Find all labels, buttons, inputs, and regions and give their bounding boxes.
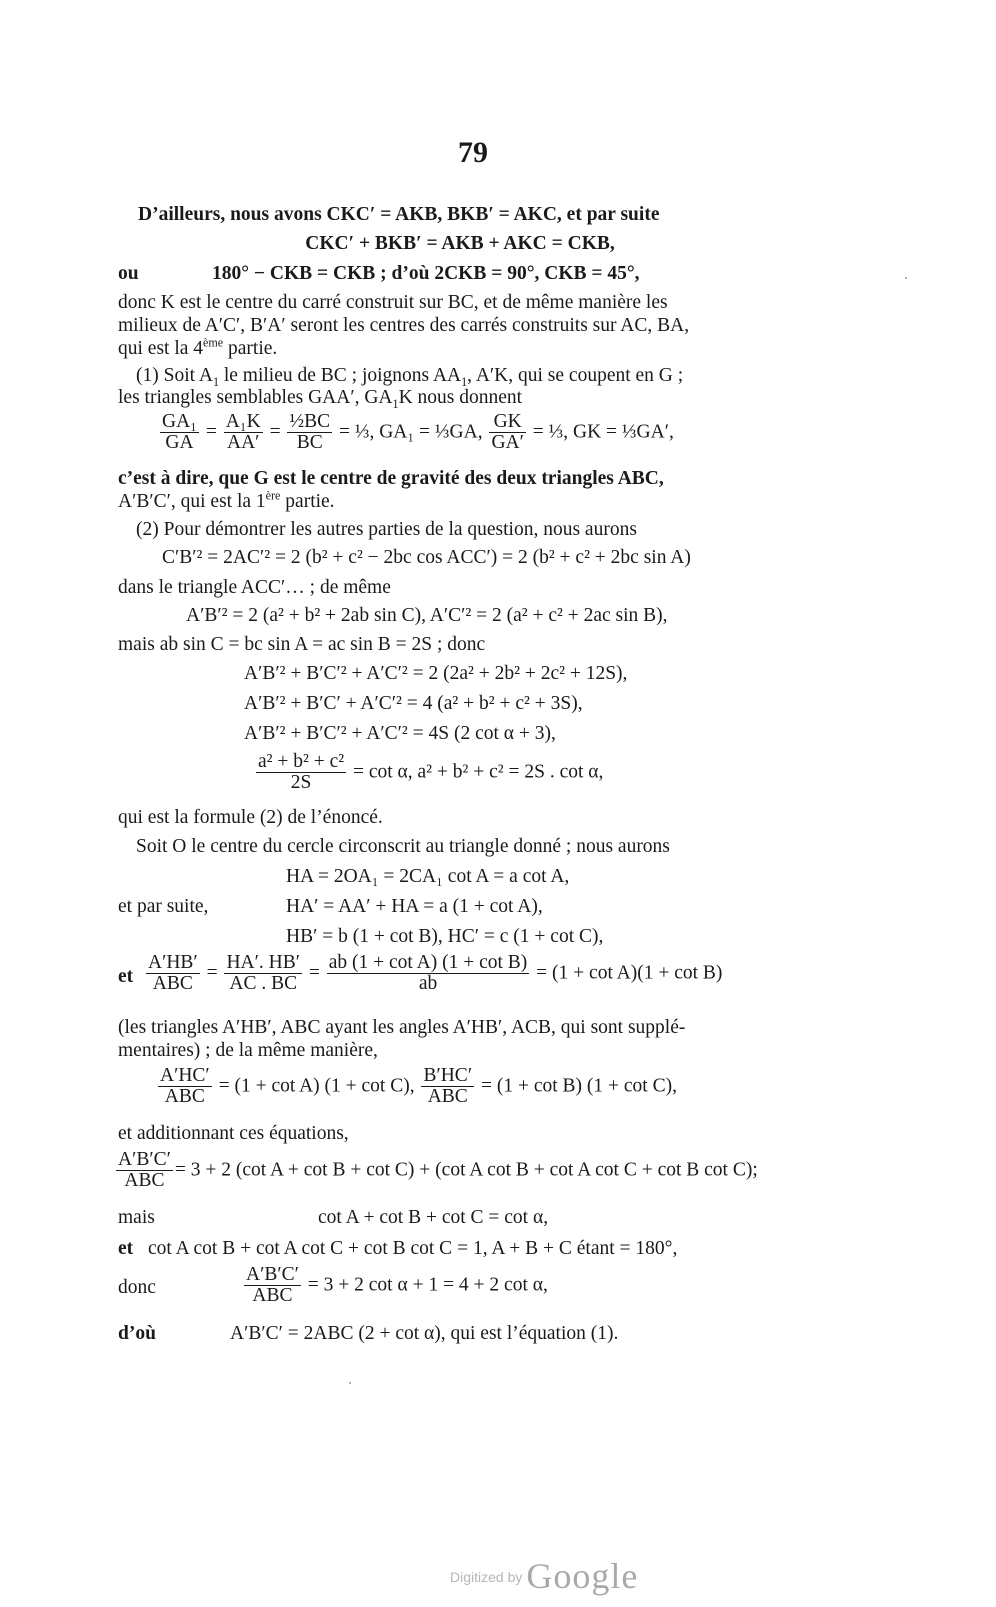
fraction: $\frac{A'B'C'}{\text{ABC}}$ xyxy=(246,1264,299,1307)
text-line: mentaires) ; de la même manière, xyxy=(118,1040,378,1061)
text-line: Soit O le centre du cercle circonscrit au triangle donné ; nous aurons xyxy=(136,836,670,857)
equation-line: A′B′² = 2 (a² + b² + 2ab sin C), A′C′² = 2 (a² + c² + 2ac sin B), xyxy=(186,605,668,626)
equation-line: HA = 2OA₁ = 2CA₁ cot A = a cot A, xyxy=(286,866,570,887)
digitized-watermark xyxy=(450,1555,638,1597)
line-lead: et xyxy=(118,966,134,987)
text-line: A′B′C′, qui est la 1ère partie. xyxy=(118,488,335,512)
line-lead: mais xyxy=(118,1207,155,1228)
fraction: $\frac{A'B'C'}{\text{ABC}}$ xyxy=(118,1149,171,1192)
fraction: $\frac{GK}{GA'}$ xyxy=(491,411,524,454)
fraction: $\frac{A'HC'}{\text{ABC}}$ xyxy=(160,1065,210,1108)
fraction: $\frac{\text{A₁K}}{AA'}$ xyxy=(225,411,261,454)
digitized-label: Digitized by xyxy=(450,1569,523,1585)
text-line: milieux de A′C′, B′A′ seront les centres des carrés construits sur AC, BA, xyxy=(118,315,690,336)
line-lead: et xyxy=(118,1238,134,1259)
equation-line: 180° − CKB = CKB ; d’où 2CKB = 90°, CKB = 45°, xyxy=(212,263,640,284)
text-line: et additionnant ces équations, xyxy=(118,1123,349,1144)
fraction: $\frac{A'HB'}{\text{ABC}}$ xyxy=(148,952,198,995)
equation-line: HB′ = b (1 + cot B), HC′ = c (1 + cot C), xyxy=(286,926,604,947)
line-lead: d’où xyxy=(118,1323,156,1344)
text-line: donc K est le centre du carré construit sur BC, et de même manière les xyxy=(118,292,668,313)
equation-line: cot A + cot B + cot C = cot α, xyxy=(318,1207,549,1228)
equation-line: A′B′² + B′C′² + A′C′² = 2 (2a² + 2b² + 2c² + 12S), xyxy=(244,663,628,684)
equation-line: cot A cot B + cot A cot C + cot B cot C = 1, A + B + C étant = 180°, xyxy=(148,1238,678,1259)
equation-line: A′B′² + B′C′² + A′C′² = 4S (2 cot α + 3), xyxy=(244,723,556,744)
text-line: (2) Pour démontrer les autres parties de la question, nous aurons xyxy=(136,519,637,540)
text-line: (1) Soit $A_1$ le milieu de BC ; joignons $AA_1$, A′K, qui se coupent en G ; xyxy=(136,365,684,389)
equation-line: A′B′C′ = 2ABC (2 + cot α), qui est l’équation (1). xyxy=(230,1323,619,1344)
equation-line: $\frac{A'HC'}{\text{ABC}}$ = (1 + cot A) (1 + cot C), $\frac{B'HC'}{\text{ABC}}$ = (1 + cot B) (1 + cot C), xyxy=(160,1065,677,1108)
text-line: D’ailleurs, nous avons CKC′ = AKB, BKB′ = AKC, et par suite xyxy=(138,204,660,225)
fraction: $\frac{\text{ab (1 + cot A) (1 + cot B)}}{ab}$ xyxy=(328,952,528,995)
line-lead: donc xyxy=(118,1277,156,1298)
text-line: (les triangles A′HB′, ABC ayant les angles A′HB′, ACB, qui sont supplé- xyxy=(118,1017,686,1038)
text-line: c’est à dire, que G est le centre de gravité des deux triangles ABC, xyxy=(118,468,664,489)
equation-line: $\frac{\text{a² + b² + c²}}{2S}$ = cot α, a² + b² + c² = 2S . cot α, xyxy=(258,751,604,794)
fraction: $\frac{\text{a² + b² + c²}}{2S}$ xyxy=(258,751,345,794)
fraction: $\frac{\text{½BC}}{BC}$ xyxy=(289,411,331,454)
equation-line: CKC′ + BKB′ = AKB + AKC = CKB, xyxy=(305,233,615,254)
text-line: qui est la formule (2) de l’énoncé. xyxy=(118,807,383,828)
equation-line: A′B′² + B′C′ + A′C′² = 4 (a² + b² + c² + 3S), xyxy=(244,693,583,714)
line-lead: ou xyxy=(118,263,139,284)
text-line: les triangles semblables GAA′, $GA_1K$ nous donnent xyxy=(118,387,523,411)
equation-line: HA′ = AA′ + HA = a (1 + cot A), xyxy=(286,896,543,917)
text-line: mais ab sin C = bc sin A = ac sin B = 2S ; donc xyxy=(118,634,486,655)
fraction: $\frac{\text{GA₁}}{GA}$ xyxy=(162,411,197,454)
equation-line: $\frac{A'B'C'}{\text{ABC}}$ = 3 + 2 (cot A + cot B + cot C) + (cot A cot B + cot A cot C + cot B cot C); xyxy=(118,1149,758,1192)
print-speck xyxy=(905,277,907,279)
google-logo: Google xyxy=(526,1556,639,1596)
equation-line: C′B′² = 2AC′² = 2 (b² + c² − 2bc cos ACC′) = 2 (b² + c² + 2bc sin A) xyxy=(162,547,691,568)
text-line: qui est la 4ème partie. xyxy=(118,335,278,359)
line-lead: et par suite, xyxy=(118,896,209,917)
equation-line: $\frac{A'HB'}{\text{ABC}}$ = $\frac{HA'. HB'}{AC . BC}$ = $\frac{\text{ab (1 + cot A) (1 + cot B)}}{ab}$ = (1 + cot A)(1 + cot B) xyxy=(148,952,723,995)
page-number: 79 xyxy=(458,136,488,169)
text-line: dans le triangle ACC′… ; de même xyxy=(118,577,391,598)
equation-line: $\frac{A'B'C'}{\text{ABC}}$ = 3 + 2 cot α + 1 = 4 + 2 cot α, xyxy=(246,1264,548,1307)
fraction: $\frac{HA'. HB'}{AC . BC}$ xyxy=(226,952,300,995)
fraction: $\frac{B'HC'}{\text{ABC}}$ xyxy=(423,1065,473,1108)
equation-line: $\frac{\text{GA₁}}{GA}$ = $\frac{\text{A₁K}}{AA'}$ = $\frac{\text{½BC}}{BC}$ = ⅓, GA₁ = ⅓GA, $\frac{GK}{GA'}$ = ⅓, GK = ⅓GA′, xyxy=(162,411,674,454)
print-speck xyxy=(349,1382,351,1384)
